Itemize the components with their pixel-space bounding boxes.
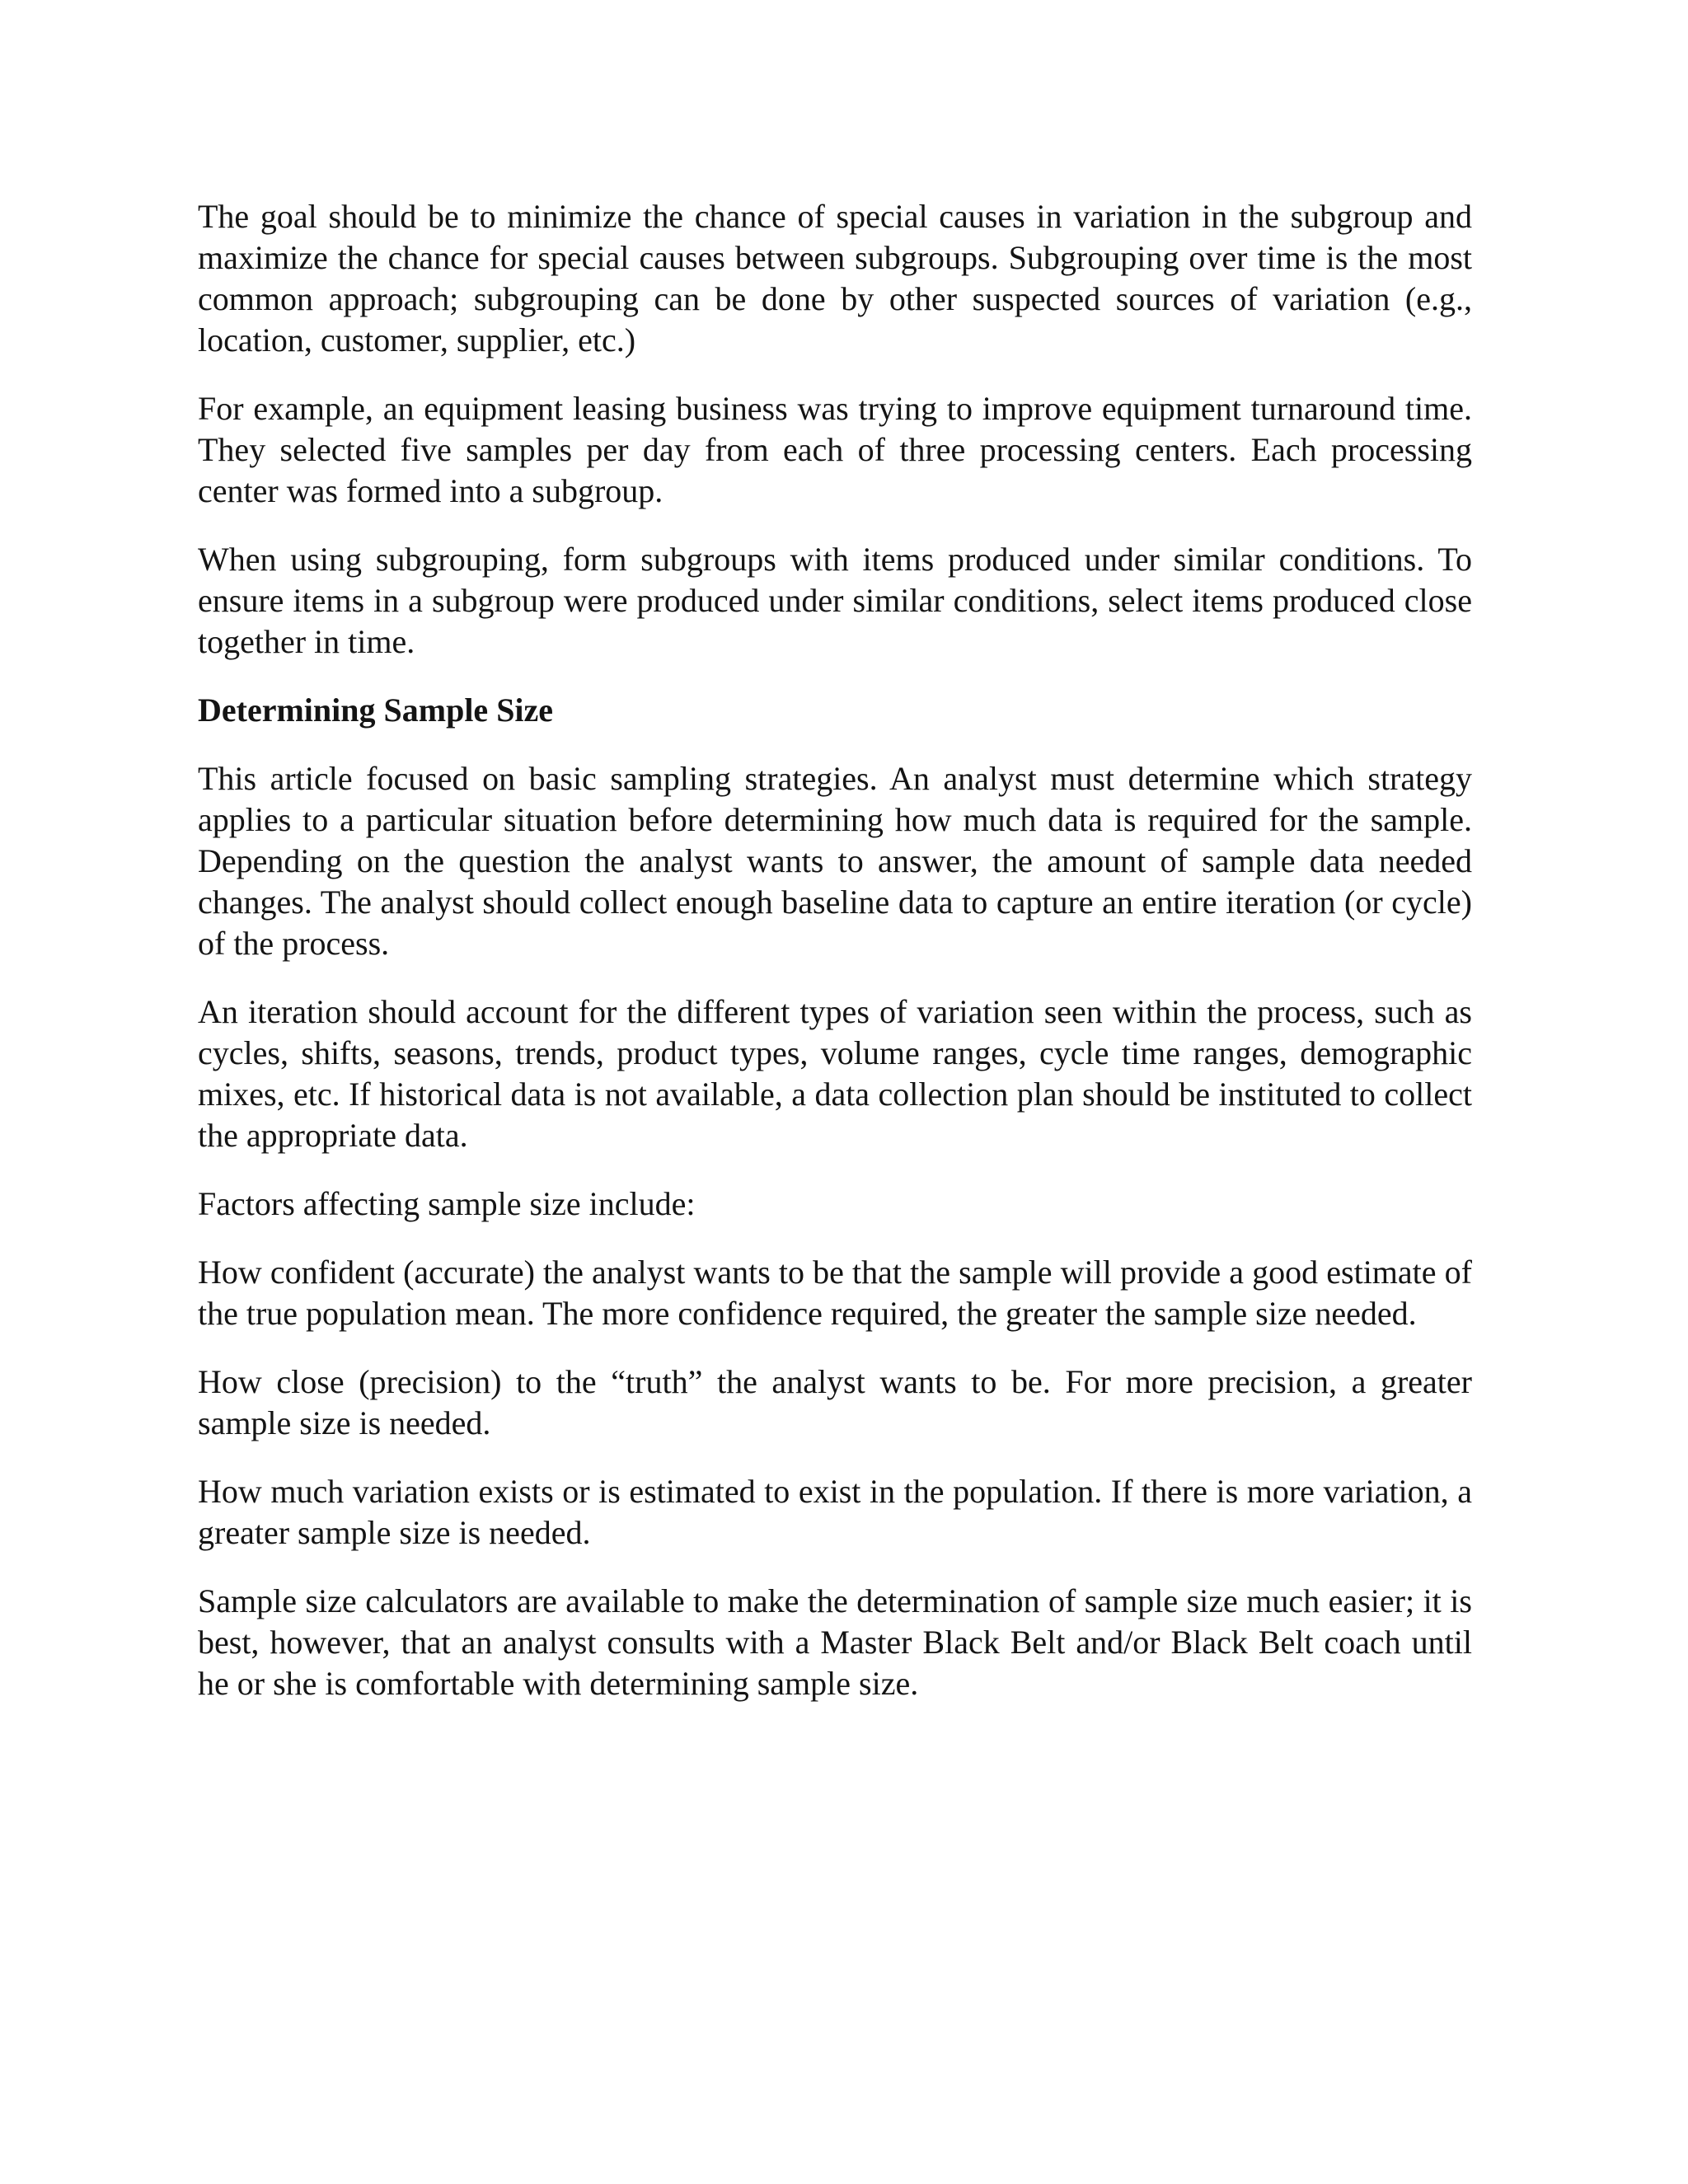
paragraph-calculators: Sample size calculators are available to make the determination of sample size much easier; it is best, however, that an analyst consults with a Master Black Belt and/or Black Belt coach until he or she is comfortable with determining sample size.	[198, 1582, 1472, 1702]
paragraph-sampling-strategies: This article focused on basic sampling strategies. An analyst must determine which strategy applies to a particular situation before determining how much data is required for the sample. Depending on the question the analyst wants to answer, the amount of sample data needed changes. The analyst should collect enough baseline data to capture an entire iteration (or cycle) of the process.	[198, 760, 1472, 962]
paragraph-confidence: How confident (accurate) the analyst wants to be that the sample will provide a good estimate of the true population mean. The more confidence required, the greater the sample size needed.	[198, 1254, 1472, 1332]
paragraph-precision: How close (precision) to the “truth” the analyst wants to be. For more precision, a greater sample size is needed.	[198, 1363, 1472, 1441]
paragraph-subgroup-goal: The goal should be to minimize the chance of special causes in variation in the subgroup and maximize the chance for special causes between subgroups. Subgrouping over time is the most common approach; subgrouping can be done by other suspected sources of variation (e.g., location, customer, supplier, etc.)	[198, 198, 1472, 359]
paragraph-factors-intro: Factors affecting sample size include:	[198, 1185, 696, 1222]
paragraph-variation: How much variation exists or is estimated to exist in the population. If there is more variation, a greater sample size is needed.	[198, 1473, 1472, 1551]
document-body	[198, 196, 1472, 1732]
paragraph-leasing-example: For example, an equipment leasing business was trying to improve equipment turnaround time. They selected five samples per day from each of three processing centers. Each processing center was formed into a subgroup.	[198, 390, 1472, 509]
paragraph-similar-conditions: When using subgrouping, form subgroups with items produced under similar conditions. To ensure items in a subgroup were produced under similar conditions, select items produced close together in time.	[198, 541, 1472, 660]
section-heading: Determining Sample Size	[198, 691, 554, 729]
paragraph-iteration-variation: An iteration should account for the different types of variation seen within the process, such as cycles, shifts, seasons, trends, product types, volume ranges, cycle time ranges, demographic mixes, etc. If historical data is not available, a data collection plan should be instituted to collect the appropriate data.	[198, 993, 1472, 1154]
